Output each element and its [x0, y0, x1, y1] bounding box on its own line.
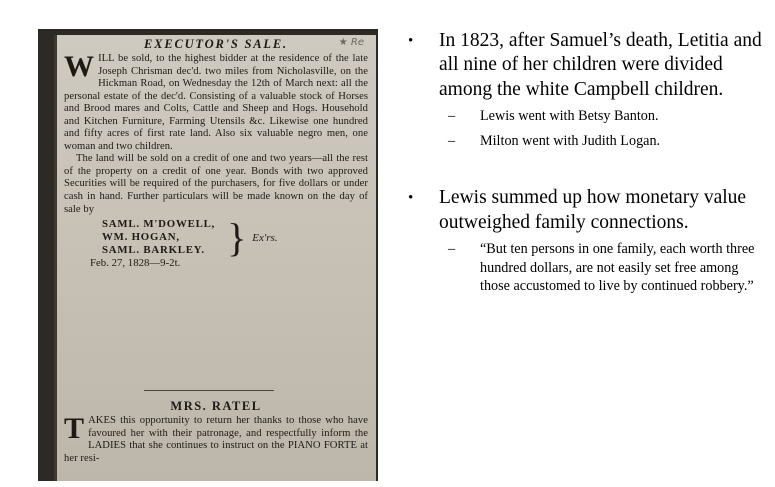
- ad-divider: [144, 390, 274, 391]
- column-rule: [54, 35, 57, 481]
- dash-marker: –: [448, 132, 456, 149]
- pencil-annotation: ★ Re: [338, 37, 364, 48]
- bullet-item: [406, 29, 766, 150]
- mrs-ratel-ad: [64, 399, 368, 465]
- ad-dateline: Feb. 27, 1828—9-2t.: [90, 257, 181, 270]
- ad-paragraph-2: The land will be sold on a credit of one and two years—all the rest of the property on a credit of one year. Bonds with two approved Securities will be required of the purchasers, for five dollars or under cash in hand. Further particulars will be made known on the day of sale by: [64, 153, 368, 215]
- sub-bullet-item: [439, 107, 766, 126]
- ad-paragraph-1: [64, 50, 368, 153]
- bullet-text: In 1823, after Samuel’s death, Letitia and all nine of her children were divided among the white Campbell children.: [439, 30, 762, 100]
- brace-glyph: }: [227, 214, 247, 260]
- drop-cap: T: [64, 412, 85, 445]
- dash-marker: –: [448, 241, 456, 258]
- sub-bullet-text: “But ten persons in one family, each worth three hundred dollars, are not easily set free among those accustomed to live by continued robbery.”: [480, 241, 755, 295]
- sub-bullet-text: Lewis went with Betsy Banton.: [480, 108, 659, 125]
- ad-paragraph: [64, 412, 368, 465]
- bullet-marker: •: [408, 190, 414, 207]
- sub-bullet-item: [439, 240, 766, 296]
- drop-cap: W: [64, 50, 95, 83]
- signer-name: WM. HOGAN,: [102, 231, 180, 244]
- ad-paragraph-1-text: ILL be sold, to the highest bidder at the residence of the late Joseph Chrisman dec'd. two miles from Nicholasville, on the Hickman Road, on Wednesday the 12th of March next: all the personal estate of the dec'd. Consisting of a valuable stock of Horses and Brood mares and Colts, Cattle and Sheep and Hogs. Household and Kitchen Furniture, Farming Utensils &c. Likewise one hundred and fifty acres of first rate land. Also six valuable negro men, one woman and two children.: [64, 53, 368, 152]
- sub-bullet-list: [439, 240, 766, 296]
- bullet-marker: •: [408, 33, 414, 49]
- spacer: [406, 156, 766, 186]
- ad-title: EXECUTOR'S SALE.: [144, 37, 288, 51]
- signer-name: SAML. BARKLEY.: [102, 244, 205, 257]
- dash-marker: –: [448, 108, 456, 125]
- newspaper-clipping-image: [38, 29, 378, 481]
- executors-sale-ad: [64, 37, 368, 270]
- ad-paragraph-text: AKES this opportunity to return her thanks to those who have favoured her with their patronage, and respectfully inform the LADIES that she continues to instruct on the PIANO FORTE at her resi-: [64, 415, 368, 464]
- newspaper-page: [54, 35, 376, 481]
- sub-bullet-item: [439, 132, 766, 151]
- slide-bullet-list: [406, 29, 766, 302]
- signer-role: Ex'rs.: [252, 231, 278, 244]
- sub-bullet-text: Milton went with Judith Logan.: [480, 132, 661, 149]
- executor-signatures: [102, 214, 368, 260]
- bullet-item: [406, 186, 766, 295]
- bullet-text: Lewis summed up how monetary value outweighed family connections.: [439, 187, 747, 233]
- ad-title: MRS. RATEL: [170, 399, 262, 413]
- signer-name: SAML. M'DOWELL,: [102, 218, 216, 231]
- sub-bullet-list: [439, 107, 766, 150]
